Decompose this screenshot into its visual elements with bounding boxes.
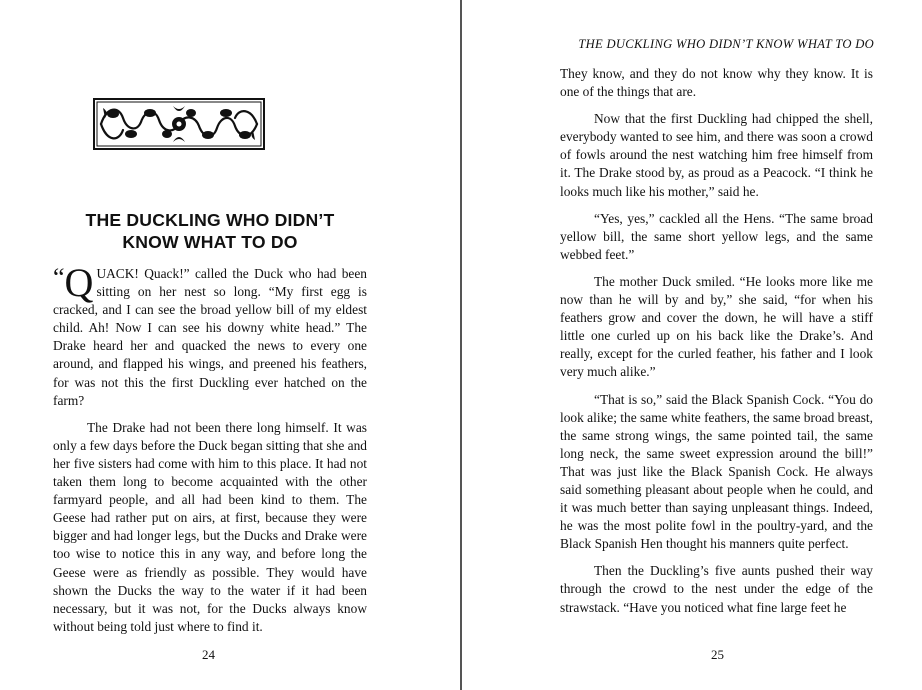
left-page-body — [53, 260, 367, 636]
drop-cap-quote: “ — [53, 263, 65, 292]
chapter-title-line-1: THE DUCKLING WHO DIDN’T — [85, 210, 335, 230]
decorative-ornament-banner — [93, 98, 265, 150]
opening-paragraph — [53, 260, 367, 410]
drop-cap-letter: Q — [64, 260, 94, 305]
chapter-title — [55, 209, 365, 253]
page-number-left: 24 — [202, 647, 215, 662]
paragraph: Now that the first Duckling had chipped the shell, everybody wanted to see him, and there was soon a crowd of fowls around the nest watching him free himself from it. The Drake stood by, as proud as a Peacock. “I think he looks much like his mother,” said he. — [560, 111, 873, 199]
chapter-title-line-2: KNOW WHAT TO DO — [122, 232, 298, 252]
page-number-right: 25 — [711, 647, 724, 662]
paragraph: Then the Duckling’s five aunts pushed their way through the crowd to the nest under the edge of the strawstack. “Have you noticed what fine large feet he — [560, 563, 873, 615]
paragraph: They know, and they do not know why they know. It is one of the things that are. — [560, 66, 873, 100]
right-page-body — [560, 65, 873, 617]
paragraph: “That is so,” said the Black Spanish Cock. “You do look alike; the same white feathers, the same broad breast, the same strong wings, the same pointed tail, the same long neck, the same sweet expression around the bill!” That was just like the Black Spanish Cock. He always said something pleasant about people when he could, and it was much better than saying unpleasant things. Indeed, he was the most polite fowl in the poultry-yard, and the Black Spanish Hen thought his manners quite perfect. — [560, 391, 873, 552]
running-head: THE DUCKLING WHO DIDN’T KNOW WHAT TO DO — [578, 37, 874, 51]
paragraph: The Drake had not been there long himself. It was only a few days before the Duck began sitting that she and her five sisters had come with him to this place. It had not taken them long to become acquainted with the other farmyard people, and all had been kind to them. The Geese had rather put on airs, at first, because they were bigger and had longer legs, but the Ducks and Drake were too wise to notice this in any way, and before long the Geese were as friendly as possible. They would have shown the Ducks the way to the water if it had been necessary, but it was not, for the Ducks always know without being told just where to find it. — [53, 419, 367, 634]
paragraph: “Yes, yes,” cackled all the Hens. “The same broad yellow bill, the same short yellow legs, and the same webbed feet.” — [560, 210, 873, 262]
right-page — [463, 0, 922, 690]
opening-paragraph-text: UACK! Quack!” called the Duck who had been sitting on her nest so long. “My first egg is cracked, and I can see the broad yellow bill of my eldest child. Ah! Now I can see his downy white head.” The Drake heard her and quacked the news to every one around, and flapped his wings, and preened his feathers, for was not this the first Duckling ever hatched on the farm? — [53, 266, 367, 408]
paragraph: The mother Duck smiled. “He looks more like me now than he will by and by,” she said, “for when his feathers grow and cover the down, he will have a stiff little one curled up on his back like the Drake’s. And really, except for the curled feather, his father and I look very much alike.” — [560, 273, 873, 380]
